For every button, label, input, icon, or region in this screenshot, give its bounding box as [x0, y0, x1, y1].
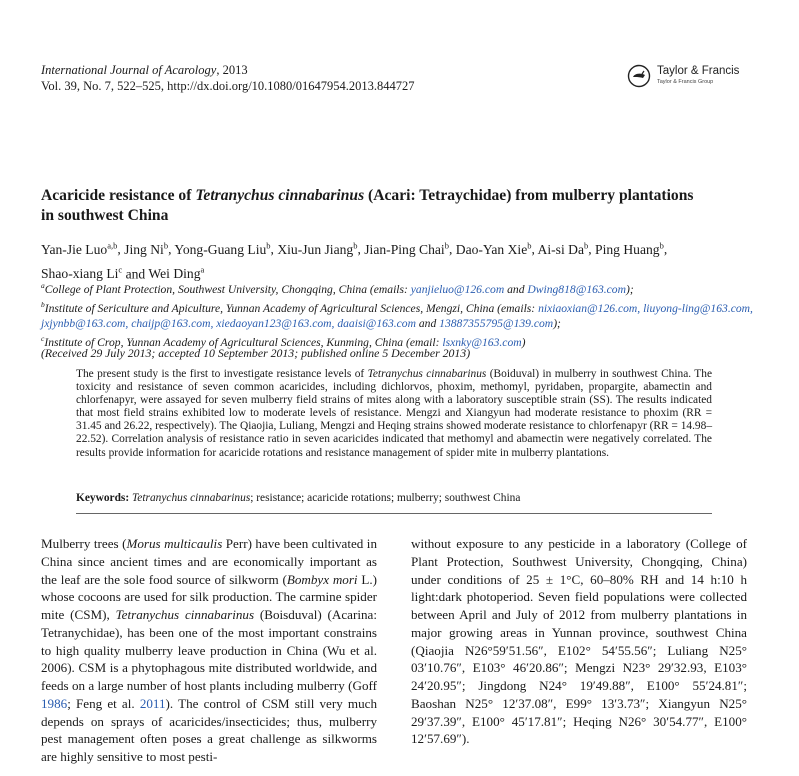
- title-pre: Acaricide resistance of: [41, 187, 196, 204]
- author: Jing Ni$^b$: [124, 240, 169, 257]
- author: Xiu-Jun Jiang$^b$: [277, 240, 358, 257]
- email-link[interactable]: nixiaoxian@126.com, liuyong-ling@163.com, jxjynbb@163.com, chaijp@163.com, xiedaoyan123@163.com, daaisi@163.com: [41, 301, 753, 330]
- keywords: Keywords: Tetranychus cinnabarinus; resistance; acaricide rotations; mulberry; southwest China: [76, 492, 521, 504]
- title-species: Tetranychus cinnabarinus: [195, 187, 365, 204]
- journal-year: , 2013: [216, 63, 248, 77]
- citation-link[interactable]: 2011: [139, 695, 166, 711]
- author-list: Yan-Jie Luo$^{a,b}$, Jing Ni$^b$, Yong-Guang Liu$^b$, Xiu-Jun Jiang$^b$, Jian-Ping Chai$^b$, Dao-Yan Xie$^b$, Ai-si Da$^b$, Ping Huang$^b$, Shao-xiang Li$^c$ and Wei Ding$^a$: [41, 240, 668, 282]
- publisher-name: Taylor & Francis: [657, 65, 740, 77]
- author: Dao-Yan Xie$^b$: [455, 240, 532, 257]
- journal-header: [41, 62, 415, 94]
- taylor-francis-lamp-icon: [627, 64, 651, 88]
- author: Yong-Guang Liu$^b$: [174, 240, 271, 257]
- email-link[interactable]: 13887355795@139.com: [439, 316, 554, 330]
- affiliations: [41, 278, 761, 350]
- affiliation-c: $^c$Institute of Crop, Yunnan Academy of Agricultural Sciences, Kunming, China (email: lsxnky@163.com): [41, 333, 526, 349]
- author: Yan-Jie Luo$^{a,b}$: [41, 240, 118, 257]
- email-link[interactable]: lsxnky@163.com: [442, 335, 522, 349]
- email-link[interactable]: Dwing818@163.com: [527, 282, 626, 296]
- affiliation-a: $^a$College of Plant Protection, Southwest University, Chongqing, China (emails: yanjieluo@126.com and Dwing818@163.com);: [41, 281, 634, 296]
- author: Ai-si Da$^b$: [537, 240, 589, 257]
- citation-link[interactable]: 1986: [41, 695, 68, 711]
- journal-name: International Journal of Acarology: [41, 63, 217, 77]
- keywords-label: Keywords:: [76, 492, 130, 504]
- article-title: [41, 186, 701, 226]
- author: Shao-xiang Li$^c$: [41, 264, 123, 282]
- affiliation-b: $^b$Institute of Sericulture and Apiculture, Yunnan Academy of Agricultural Sciences, Mengzi, China (emails: nixiaoxian@126.com, liuyong-ling@163.com, jxjynbb@163.com, chaijp@163.com, xiedaoyan123@163.com, daaisi@163.com and 13887355795@139.com);: [41, 299, 753, 330]
- author: Jian-Ping Chai$^b$: [364, 240, 449, 257]
- title-post: (Acari: Tetraychidae) from mulberry plantations in southwest China: [41, 187, 694, 224]
- body-column-left: Mulberry trees (Morus multicaulis Perr) have been cultivated in China since ancient times and are economically important as the leaf are the sole food source of silkworm (Bombyx mori L.) whose cocoons are used for silk production. The carmine spider mite (CSM), Tetranychus cinnabarinus (Boisduval) (Acarina: Tetranychidae), has been one of the most important constrains to high quality mulberry leave production in China (Wu et al. 2006). CSM is a phytophagous mite distributed worldwide, and feeds on a large number of host plants including mulberry (Goff 1986; Feng et al. 2011). The control of CSM still very much depends on sprays of acaricides/insecticides; thus, mulberry pest management often poses a great challenge as silkworms are highly sensitive to most pesti-: [41, 536, 378, 764]
- body-column-right: without exposure to any pesticide in a laboratory (College of Plant Protection, Southwest University, Chongqing, China) under conditions of 25 ± 1°C, 60–80% RH and 14 h:10 h light:dark photoperiod. Seven field populations were collected between April and July of 2012 from mulberry plantations in major growing areas in Yunnan province, southwest China (Qiaojia N26°59′51.56″, E102° 54′55.56″; Luliang N25° 03′10.76″, E103° 46′20.86″; Mengzi N23° 29′32.93, E103° 24′20.95″; Jingdong N24° 19′49.88″, E100° 55′24.81″; Baoshan N25° 12′37.08″, E99° 13′3.73″; Xiangyun N25° 29′37.39″, E100° 45′17.81″; Heqing N26° 30′54.77″, E100° 12′57.69″).: [411, 536, 747, 747]
- email-link[interactable]: yanjieluo@126.com: [410, 282, 505, 296]
- citation-line: Vol. 39, No. 7, 522–525, http://dx.doi.org/10.1080/01647954.2013.844727: [41, 79, 415, 93]
- divider: [76, 513, 712, 514]
- publisher-group: Taylor & Francis Group: [657, 79, 714, 85]
- publication-dates: (Received 29 July 2013; accepted 10 September 2013; published online 5 December 2013): [41, 346, 471, 360]
- author: Wei Ding$^a$: [148, 264, 205, 282]
- publisher-logo: [627, 64, 757, 88]
- author: Ping Huang$^b$: [595, 240, 664, 257]
- abstract: The present study is the first to investigate resistance levels of Tetranychus cinnabarinus (Boiduval) in mulberry in southwest China. The toxicity and resistance of seven common acaricides, including dichlorvos, phoxim, methomyl, pyridaben, propargite, abamectin and chlorfenapyr, were assayed for seven mulberry field strains of mites along with a laboratory susceptible strain (SS). The results indicated that most field strains exhibited low to moderate levels of resistance. Mengzi and Xiangyun had moderate resistance to phoxim (RR = 31.45 and 26.22, respectively). The Qiaojia, Luliang, Mengzi and Heqing strains showed moderate resistance to chlorfenapyr (RR = 14.98–22.52). Correlation analysis of resistance ratio in seven acaricides indicated that methomyl and abamectin were negatively correlated. The results provide information for acaricide rotations and resistance management of spider mite in mulberry plantations.: [76, 368, 713, 459]
